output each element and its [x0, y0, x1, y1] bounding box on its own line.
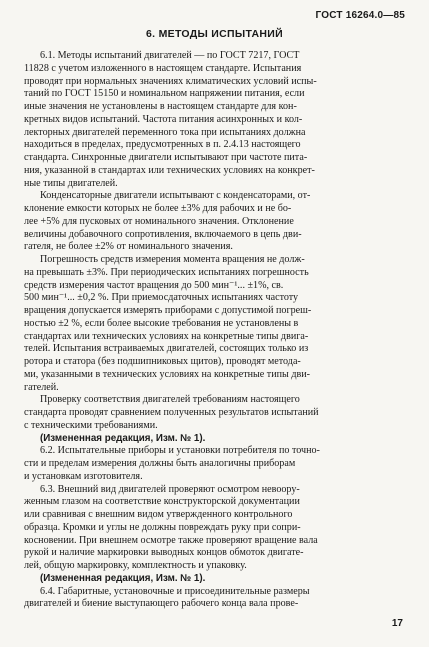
text-line: косновении. При внешнем осмотре также проверяют вращение вала	[24, 534, 318, 546]
text-line: двигателей и биение выступающего рабочего конца вала прове-	[24, 598, 299, 610]
text-line: 500 мин⁻¹... ±0,2 %. При приемосдаточных испытаниях частоту	[24, 292, 299, 304]
text-line: на превышать ±3%. При периодических испытаниях погрешность	[24, 266, 309, 278]
text-line: таний по ГОСТ 15150 и номинальном напряжении питания, если	[24, 88, 305, 100]
text-line: ми, указанными в технических условиях на конкретные типы дви-	[24, 368, 310, 380]
text-line: стандарта проводят сравнением полученных результатов испытаний	[24, 407, 319, 418]
text-line: 11828 с учетом изложенного в настоящем стандарте. Испытания	[24, 62, 302, 74]
text-line: клонение емкости которых не более ±3% для рабочих и не бо-	[24, 203, 292, 214]
text-line: лекторных двигателей переменного тока при испытаниях должна	[24, 126, 306, 138]
text-line: и установкам изготовителя.	[24, 470, 143, 482]
section-heading: 6. МЕТОДЫ ИСПЫТАНИЙ	[146, 28, 283, 40]
text-line: ностью ±2 %, если более высокие требования не установлены в	[24, 317, 299, 329]
text-line: ные типы двигателей.	[24, 177, 118, 189]
text-line: проводят при нормальных значениях климатических условий испы-	[24, 75, 317, 87]
page-number: 17	[391, 618, 403, 629]
text-line: находиться в пределах, предусмотренных в п. 2.4.13 настоящего	[24, 139, 301, 151]
amendment-note: (Измененная редакция, Изм. № 1).	[40, 432, 206, 444]
text-line: стандартах или технических условиях на конкретные типы двига-	[24, 330, 309, 342]
text-line: 6.4. Габаритные, установочные и присоединительные размеры	[40, 585, 310, 597]
text-line: или сравнивая с внешним видом утвержденного контрольного	[24, 509, 293, 520]
text-line: сти и пределам измерения должны быть аналогичны приборам	[24, 458, 296, 469]
text-line: рукой и наличие маркировки выводных концов обмоток двигате-	[24, 547, 304, 559]
text-line: вращения допускается измерять приборами с допустимой погреш-	[24, 305, 312, 316]
text-line: лей, общую маркировку, комплектность и упаковку.	[24, 560, 247, 571]
text-line: 6.3. Внешний вид двигателей проверяют осмотром невоору-	[40, 483, 300, 495]
text-line: ния, указанной в стандартах или технических условиях на конкрет-	[24, 164, 315, 176]
text-line: телей. Испытания встраиваемых двигателей, состоящих только из	[24, 343, 309, 355]
text-line: стандарта. Синхронные двигатели испытывают при частоте пита-	[24, 152, 308, 163]
text-line: ротора и статора (без подшипниковых щитов), проводят метода-	[24, 356, 301, 367]
text-line: гателей.	[24, 381, 59, 393]
text-line: Проверку соответствия двигателей требованиям настоящего	[40, 394, 300, 406]
standard-number: ГОСТ 16264.0—85	[315, 10, 405, 21]
text-line: иные значения не установлены в настоящем стандарте для кон-	[24, 101, 297, 112]
text-line: лее +5% для пусковых от номинального значения. Отклонение	[24, 215, 294, 227]
body-text	[24, 50, 399, 611]
text-line: кретных видов испытаний. Частота питания асинхронных и кол-	[24, 113, 303, 125]
amendment-note: (Измененная редакция, Изм. № 1).	[40, 572, 206, 584]
text-line: 6.2. Испытательные приборы и установки потребителя по точно-	[40, 445, 320, 457]
text-line: величины добавочного сопротивления, включаемого в цепь дви-	[24, 228, 302, 240]
text-line: образца. Кромки и углы не должны повреждать руку при сопри-	[24, 521, 301, 533]
text-line: средств измерения частот вращения до 500 мин⁻¹... ±1%, св.	[24, 279, 284, 291]
text-line: 6.1. Методы испытаний двигателей — по ГОСТ 7217, ГОСТ	[40, 50, 300, 61]
text-line: женным глазом на соответствие конструкторской документации	[24, 496, 300, 508]
text-line: гателя, не более ±2% от номинального значения.	[24, 241, 233, 253]
text-line: Конденсаторные двигатели испытывают с конденсаторами, от-	[40, 190, 311, 202]
text-line: с техническими требованиями.	[24, 419, 158, 431]
text-line: Погрешность средств измерения момента вращения не долж-	[40, 254, 305, 265]
